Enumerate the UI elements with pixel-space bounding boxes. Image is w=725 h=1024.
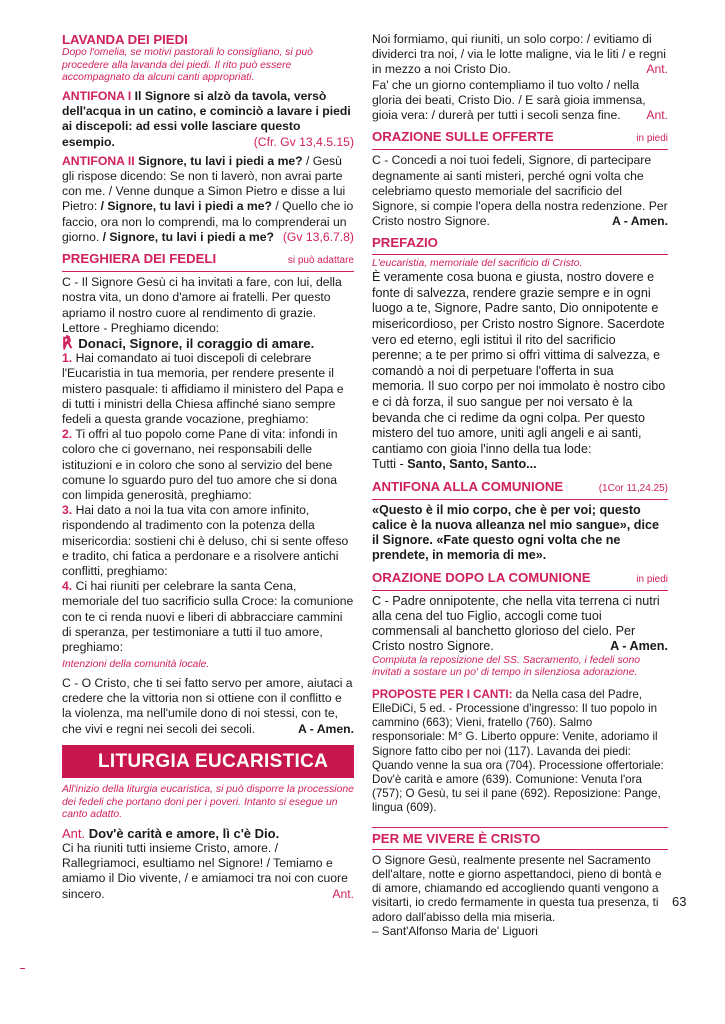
divider [372,149,668,150]
liturgia-note: All'inizio della liturgia eucaristica, si può disporre la processione dei fedeli che portano doni per i poveri. Intanto si esegue un canto adatto. [62,783,354,821]
vivere-text: O Signore Gesù, realmente presente nel Sacramento dell'altare, notte e giorno aspettandoci, pieno di bontà e di amore, chiamando ed accogliendo quanti vengono a visitarti, io credo fermamente in questa tua presenza, ti adoro dall'abisso della mia miseria. [372,852,662,924]
lettore-line: Lettore - Preghiamo dicendo: [62,320,220,335]
intercession-3: 3. Hai dato a noi la tua vita con amore infinito, rispondendo al tradimento con la potenza della misericordia: sostieni chi è deluso, chi si sente offeso e tradito, chi fatica a perdonare e a risolvere antichi conflitti, preghiamo: [62,503,349,579]
divider [372,590,668,591]
offerte-text: C - Concedi a noi tuoi fedeli, Signore, di partecipare degnamente ai santi misteri, perché ogni volta che celebriamo questo memoriale del sacrificio del Signore, si compie l'opera della nostra redenzione. Per Cristo nostro Signore. A - Amen. [372,153,668,229]
comunione-title: ANTIFONA ALLA COMUNIONE (1Cor 11,24.25) [372,478,668,494]
divider [372,254,668,255]
divider [372,827,668,828]
dopo-note: Compiuta la reposizione del SS. Sacramento, i fedeli sono invitati a sostare un po' di tempo in silenziosa adorazione. [372,654,640,679]
intercession-4: 4. Ci hai riuniti per celebrare la santa Cena, memoriale del tuo sacrificio sulla Croce: la comunione con te ci renda nuovi e liberi di abbracciare cammini di speranza, per testimoniare a tutti il tuo amore, preghiamo: [62,579,354,655]
divider [372,849,668,850]
left-column [62,32,354,902]
canto-verse-1: Noi formiamo, qui riuniti, un solo corpo: / evitiamo di dividerci tra noi, / via le lotte maligne, via le liti / e regni in mezzo a noi Cristo Dio. Ant. [372,32,668,77]
tutti-line: Tutti - Santo, Santo, Santo... [372,457,537,472]
divider [62,271,354,272]
page-number: 63 [672,894,687,909]
canti-proposals: PROPOSTE PER I CANTI: da Nella casa del Padre, ElleDiCi, 5 ed. - Processione d'ingresso: Il tuo popolo in cammino (663); Vieni, fratello (760). Salmo responsoriale: M° G. Liberto oppure: Venite, adoriamo il Signore fatto cibo per noi (117). Lavanda dei piedi: Quando venne la sua ora (704). Processione offertoriale: Dov'è carità e amore (639). Comunione: Venuta l'ora (757); O Gesù, tu sei il pane (692). Reposizione: Pange, lingua (609). [372,687,664,815]
liturgia-banner: LITURGIA EUCARISTICA [62,745,354,778]
dove-carita-title: Ant. Dov'è carità e amore, lì c'è Dio. [62,825,280,841]
intenzioni-note: Intenzioni della comunità locale. [62,659,210,671]
preghiera-title: PREGHIERA DEI FEDELI si può adattare [62,251,354,267]
antifona-1: ANTIFONA I Il Signore si alzò da tavola, versò dell'acqua in un catino, e cominciò a lavare i piedi ai discepoli: ad essi volle lasciare questo esempio. (Cfr. Gv 13,4.5.15) [62,88,354,149]
print-mark [20,968,25,969]
response-icon: ℟ [62,335,73,353]
dove-carita-text: Ci ha riuniti tutti insieme Cristo, amore. / Rallegriamoci, esultiamo nel Signore! / Temiamo e amiamo il Dio vivente, / e amiamoci tra noi con cuore sincero. Ant. [62,840,354,901]
prefazio-subtitle: L'eucaristia, memoriale del sacrificio di Cristo. [372,257,583,269]
lavanda-note: Dopo l'omelia, se motivi pastorali lo consigliano, si può procedere alla lavanda dei piedi. Il rito può essere accompagnato da alcuni canti appropriati. [62,47,313,84]
comunione-text: «Questo è il mio corpo, che è per voi; questo calice è la nuova alleanza nel mio sangue», dice il Signore. «Fate questo ogni volta che ne prendete, in memoria di me». [372,502,659,563]
preghiera-conclusion: C - O Cristo, che ti sei fatto servo per amore, aiutaci a credere che la vittoria non si ottiene con il conflitto e la violenza, ma nell'umile dono di noi stessi, con te, che vivi e regni nei secoli dei secoli. A - Amen. [62,675,354,736]
intercession-2: 2. Ti offri al tuo popolo come Pane di vita: infondi in coloro che ci governano, nei responsabili delle istituzioni e in coloro che sono al servizio del bene comune lo sguardo puro del tuo amore che si dona con limpida generosità, preghiamo: [62,427,338,503]
prefazio-title: PREFAZIO [372,235,438,251]
antifona-2: ANTIFONA II Signore, tu lavi i piedi a me? / Gesù gli rispose dicendo: Se non ti laverò, non avrai parte con me. / Venne dunque a Simon Pietro e disse a lui Pietro: / Signore, tu lavi i piedi a me? / Quello che io faccio, ora non lo comprendi, ma lo comprenderai un giorno. / Signore, tu lavi i piedi a me? (Gv 13,6.7.8) [62,153,354,244]
vivere-title: PER ME VIVERE È CRISTO [372,830,541,846]
dopo-title: ORAZIONE DOPO LA COMUNIONE in piedi [372,569,668,585]
response: ℟ Donaci, Signore, il coraggio di amare. [62,335,315,353]
preghiera-intro: C - Il Signore Gesù ci ha invitati a fare, con lui, della nostra vita, un dono d'amore ai fratelli. Per questo apriamo il nostro cuore al rendimento di grazie. [62,275,342,320]
vivere-author: – Sant'Alfonso Maria de' Liguori [372,923,538,938]
offerte-title: ORAZIONE SULLE OFFERTE in piedi [372,129,668,145]
canto-verse-2: Fa' che un giorno contempliamo il tuo volto / nella gloria dei beati, Cristo Dio. / E sarà gioia immensa, gioia vera: / durerà per tutti i secoli senza fine. Ant. [372,77,668,123]
dopo-text: C - Padre onnipotente, che nella vita terrena ci nutri alla cena del tuo Figlio, accogli come tuoi commensali al banchetto glorioso del cielo. Per Cristo nostro Signore. A - Amen. [372,593,668,654]
prefazio-text: È veramente cosa buona e giusta, nostro dovere e fonte di salvezza, rendere grazie sempre e in ogni luogo a te, Signore, Padre santo, Dio onnipotente e misericordioso, per Cristo nostro Signore. Sacerdote vero ed eterno, egli istituì il rito del sacrificio perenne; a te per primo si offrì vittima di salvezza, e comandò a noi di perpetuare l'offerta in sua memoria. Il suo corpo per noi immolato è nostro cibo e ci dà forza, il suo sangue per noi versato è la bevanda che ci redime da ogni colpa. Per questo mistero del tuo amore, uniti agli angeli e ai santi, cantiamo con gioia l'inno della tua lode: [372,270,666,456]
lavanda-title: LAVANDA DEI PIEDI [62,32,188,47]
divider [372,499,668,500]
right-column [372,32,668,939]
intercession-1: 1. Hai comandato ai tuoi discepoli di celebrare l'Eucaristia in tua memoria, per rendere presente il mistero pasquale: ti affidiamo il ministero del Papa e di tutti i ministri della Chiesa affinché siano sempre fedeli a questa grande vocazione, preghiamo: [62,351,344,427]
